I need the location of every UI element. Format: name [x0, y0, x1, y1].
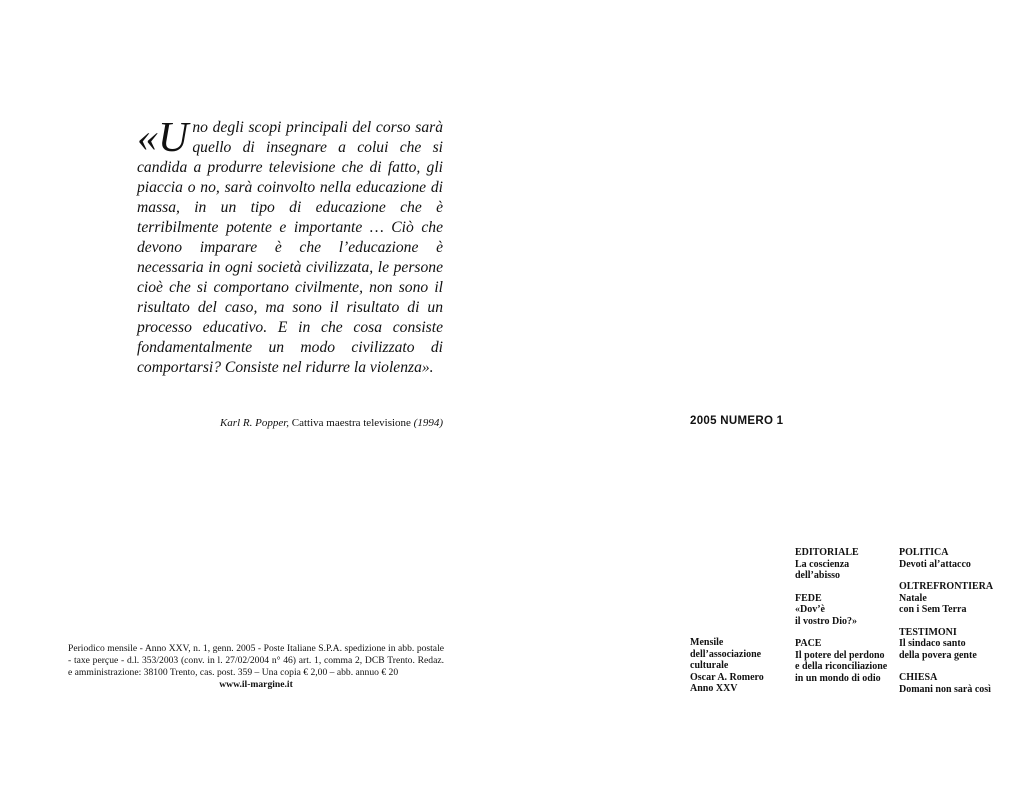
opening-quote	[137, 115, 443, 378]
masthead-line: Mensile	[690, 637, 724, 648]
toc-article-line: Domani non sarà così	[899, 683, 991, 695]
masthead	[690, 637, 780, 695]
toc-article-line: Il potere del perdono	[795, 649, 885, 661]
toc-entry-politica	[899, 547, 1009, 570]
toc-section-title: FEDE	[795, 592, 822, 604]
toc-article-line: Natale	[899, 592, 927, 604]
toc-entry-oltrefrontiera	[899, 581, 1009, 616]
toc-section-title: PACE	[795, 638, 822, 649]
issue-number: 2005 NUMERO 1	[690, 415, 784, 427]
toc-entry-fede	[795, 593, 905, 628]
toc-article-line: con i Sem Terra	[899, 604, 967, 615]
toc-column-1	[795, 547, 905, 695]
masthead-line: Oscar A. Romero	[690, 671, 764, 683]
toc-article-line: «Dov’è	[795, 604, 825, 615]
publication-imprint	[68, 643, 444, 691]
toc-section-title: OLTREFRONTIERA	[899, 581, 994, 592]
masthead-line: culturale	[690, 660, 729, 671]
toc-section-title: CHIESA	[899, 672, 938, 683]
quote-dropcap: «U	[137, 115, 189, 161]
toc-entry-pace	[795, 638, 905, 684]
attribution-author: Karl R. Popper,	[219, 417, 290, 429]
toc-entry-editoriale	[795, 547, 905, 582]
toc-column-2	[899, 547, 1009, 706]
toc-article-line: Devoti al’attacco	[899, 558, 971, 570]
toc-article-line: in un mondo di odio	[795, 672, 881, 684]
toc-article-line: della povera gente	[899, 649, 977, 661]
attribution-title: Cattiva maestra televisione	[291, 417, 411, 429]
quote-attribution	[137, 416, 443, 430]
toc-article-line: Il sindaco santo	[899, 638, 966, 649]
website-link[interactable]: www.il-margine.it	[219, 679, 293, 690]
masthead-line: Anno XXV	[690, 683, 738, 694]
toc-entry-testimoni	[899, 627, 1009, 662]
imprint-text: Periodico mensile - Anno XXV, n. 1, genn. 2005 - Poste Italiane S.P.A. spedizione in abb. postale - taxe perçue - d.l. 353/2003 (conv. in l. 27/02/2004 n° 46) art. 1, comma 2, DCB Trento. Redaz. e amministrazione: 38100 Trento, cas. post. 359 – Una copia € 2,00 – abb. annuo € 20	[68, 643, 444, 678]
toc-article-line: La coscienza	[795, 558, 850, 570]
attribution-year: (1994)	[413, 417, 443, 429]
toc-article-line: il vostro Dio?»	[795, 615, 858, 627]
toc-section-title: EDITORIALE	[795, 547, 859, 558]
toc-article-line: dell’abisso	[795, 570, 841, 581]
toc-article-line: e della riconciliazione	[795, 661, 888, 672]
toc-section-title: TESTIMONI	[899, 626, 957, 638]
toc-section-title: POLITICA	[899, 547, 949, 558]
masthead-line: dell’associazione	[690, 648, 762, 660]
toc-entry-chiesa	[899, 672, 1009, 695]
quote-text: no degli scopi principali del corso sarà quello di insegnare a colui che si candida a produrre televisione che di fatto, gli piaccia o no, sarà coinvolto nella educazione di massa, in un tipo di educazione che è terribilmente potente e importante … Ciò che devono imparare è che l’educazione è necessaria in ogni società civilizzata, le persone cioè che si comportano civilmente, non sono il risultato del caso, ma sono il risultato di un processo educativo. E in che cosa consiste fondamentalmente un modo civilizzato di comportarsi? Consiste nel ridurre la violenza».	[137, 119, 443, 376]
